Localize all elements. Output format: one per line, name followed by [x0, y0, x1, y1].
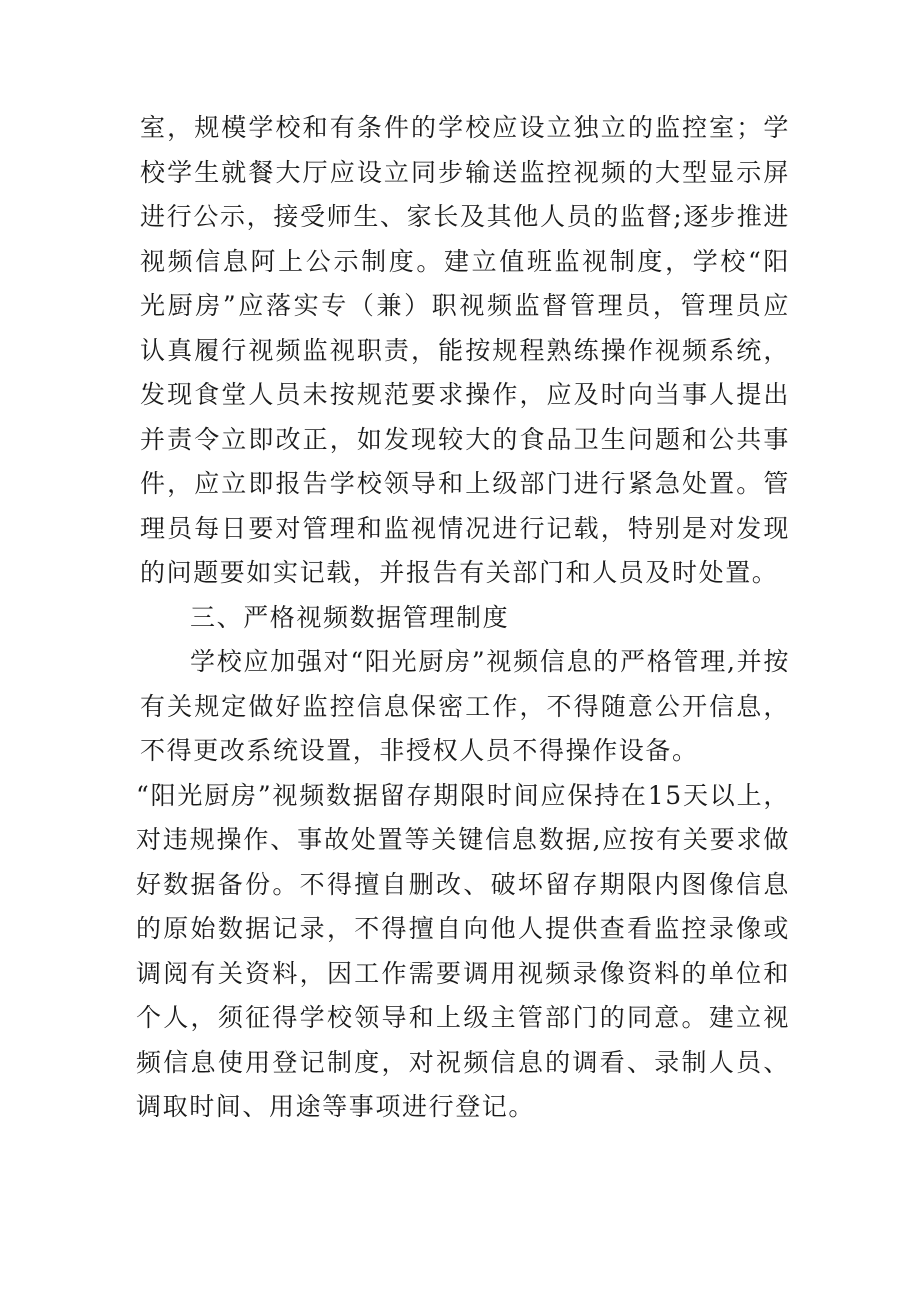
- document-body: [136, 106, 790, 1130]
- body-paragraph-monitoring-duty: 室，规模学校和有条件的学校应设立独立的监控室；学校学生就餐大厅应设立同步输送监控视频的大型显示屏进行公示，接受师生、家长及其他人员的监督;逐步推进视频信息阿上公示制度。建立值班监视制度，学校“阳光厨房”应落实专（兼）职视频监督管理员，管理员应认真履行视频监视职责，能按规程熟练操作视频系统，发现食堂人员未按规范要求操作，应及时向当事人提出并责令立即改正，如发现较大的食品卫生问题和公共事件，应立即报告学校领导和上级部门进行紧急处置。管理员每日要对管理和监视情况进行记载，特别是对发现的问题要如实记载，并报告有关部门和人员及时处置。: [140, 113, 790, 587]
- body-paragraph-video-info-management: 学校应加强对“阳光厨房”视频信息的严格管理,并按有关规定做好监控信息保密工作，不得随意公开信息，不得更改系统设置，非授权人员不得操作设备。: [140, 647, 790, 765]
- body-paragraph-data-retention: “阳光厨房”视频数据留存期限时间应保持在15天以上，对违规操作、事故处置等关键信息数据,应按有关要求做好数据备份。不得擅自删改、破坏留存期限内图像信息的原始数据记录，不得擅自向他人提供查看监控录像或调阅有关资料，因工作需要调用视频录像资料的单位和个人，须征得学校领导和上级主管部门的同意。建立视频信息使用登记制度，对祝频信息的调看、录制人员、调取时间、用途等事项进行登记。: [136, 780, 790, 1121]
- section-heading-video-data-management: 三、严格视频数据管理制度: [190, 602, 510, 632]
